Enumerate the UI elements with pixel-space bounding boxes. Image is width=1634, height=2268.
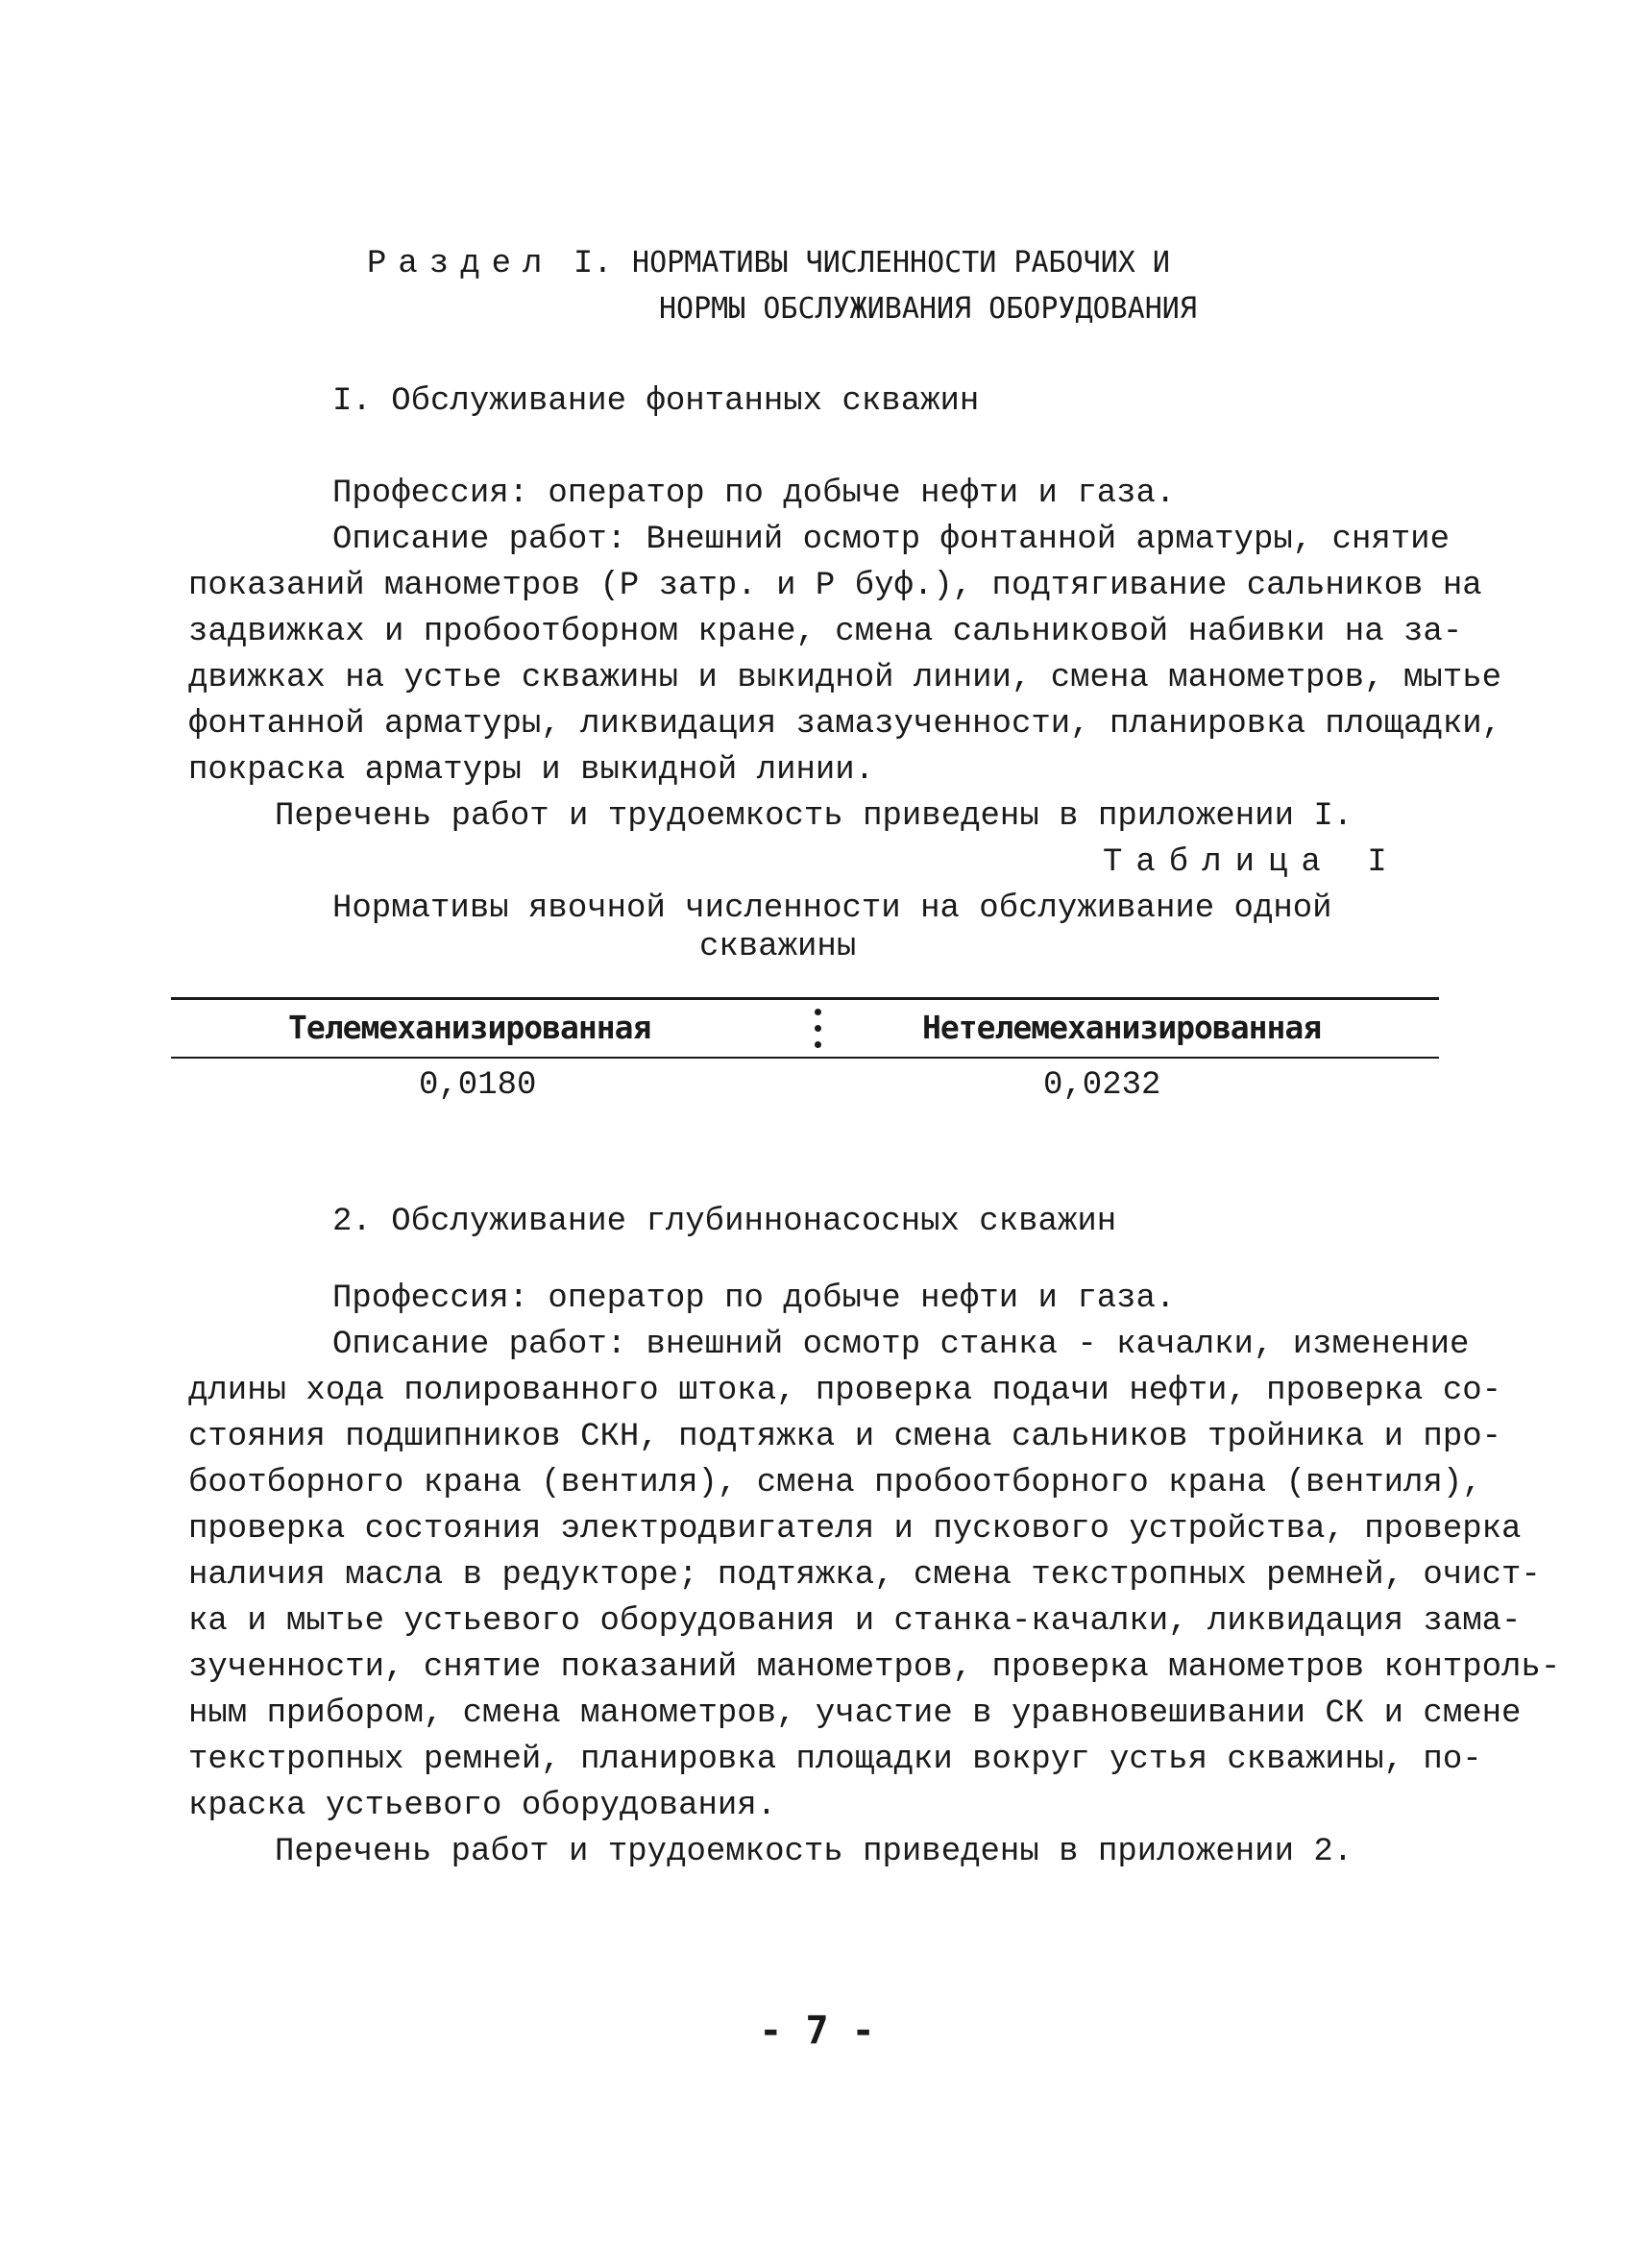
subsection2-desc-line: проверка состояния электродвигателя и пускового устройства, проверка [188, 1511, 1522, 1548]
subsection2-heading: 2. Обслуживание глубиннонасосных скважин [332, 1204, 1117, 1240]
subsection1-desc-line: Описание работ: Внешний осмотр фонтанной арматуры, снятие [332, 522, 1450, 558]
subsection1-desc-line: фонтанной арматуры, ликвидация замазученности, планировка площадки, [188, 706, 1502, 743]
table1-caption-line2: скважины [699, 929, 857, 965]
subsection1-desc-line: показаний манометров (Р затр. и Р буф.), подтягивание сальников на [188, 568, 1482, 604]
subsection2-desc-line: боотборного крана (вентиля), смена пробоотборного крана (вентиля), [188, 1465, 1482, 1501]
table1-header-rule [171, 1057, 1439, 1059]
section-title: НОРМАТИВЫ ЧИСЛЕННОСТИ РАБОЧИХ И [632, 246, 1170, 280]
table1-column-separator [815, 1041, 821, 1048]
subsection1-heading: I. Обслуживание фонтанных скважин [332, 383, 980, 420]
table1-label: Таблица I [1103, 844, 1401, 881]
table1-value-non-telemechanized: 0,0232 [1043, 1067, 1161, 1104]
subsection2-desc-line: стояния подшипников СКН, подтяжка и смена сальников тройника и про- [188, 1419, 1502, 1455]
section-title-line2: НОРМЫ ОБСЛУЖИВАНИЯ ОБОРУДОВАНИЯ [659, 292, 1197, 326]
subsection2-desc-line: Описание работ: внешний осмотр станка - качалки, изменение [332, 1327, 1470, 1363]
section-number: I. [573, 246, 613, 282]
table1-header-non-telemechanized: Нетелемеханизированная [922, 1009, 1322, 1046]
table1-column-separator [815, 1025, 821, 1032]
subsection2-desc-line: текстропных ремней, планировка площадки вокруг устья скважины, по- [188, 1742, 1482, 1778]
subsection2-desc-line: ным прибором, смена манометров, участие в уравновешивании СК и смене [188, 1695, 1522, 1732]
table1-caption-line1: Нормативы явочной численности на обслуживание одной [332, 890, 1332, 927]
subsection2-profession: Профессия: оператор по добыче нефти и газа. [332, 1280, 1176, 1317]
subsection1-desc-line: движках на устье скважины и выкидной линии, смена манометров, мытье [188, 660, 1502, 696]
subsection1-desc-line: задвижках и пробоотборном кране, смена сальниковой набивки на за- [188, 614, 1463, 650]
subsection1-desc-line: покраска арматуры и выкидной линии. [188, 752, 875, 789]
page-number: - 7 - [759, 2009, 875, 2053]
table1-top-rule [171, 997, 1439, 1000]
subsection1-profession: Профессия: оператор по добыче нефти и газа. [332, 476, 1176, 512]
table1-value-telemechanized: 0,0180 [419, 1067, 537, 1104]
subsection2-desc-line: ка и мытье устьевого оборудования и станка-качалки, ликвидация зама- [188, 1603, 1522, 1640]
section-title-line1 [367, 244, 1170, 283]
subsection1-reference: Перечень работ и трудоемкость приведены в приложении I. [275, 798, 1354, 835]
table1-column-separator [815, 1009, 821, 1015]
subsection2-desc-line: наличия масла в редукторе; подтяжка, смена текстропных ремней, очист- [188, 1557, 1541, 1594]
subsection2-desc-line: краска устьевого оборудования. [188, 1788, 777, 1824]
section-label: Раздел [367, 246, 554, 282]
subsection2-desc-line: длины хода полированного штока, проверка подачи нефти, проверка со- [188, 1373, 1502, 1409]
subsection2-desc-line: зученности, снятие показаний манометров, проверка манометров контроль- [188, 1649, 1561, 1686]
subsection2-reference: Перечень работ и трудоемкость приведены в приложении 2. [275, 1834, 1354, 1870]
table1-header-telemechanized: Телемеханизированная [288, 1009, 651, 1046]
